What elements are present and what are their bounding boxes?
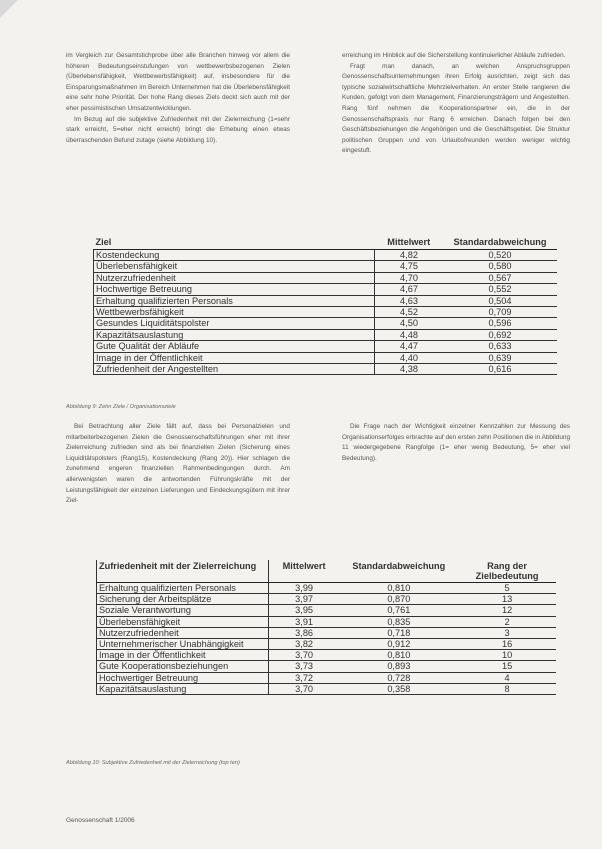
mean-cell: 4,38 — [375, 364, 444, 375]
mean-cell: 3,97 — [268, 594, 339, 605]
header-mean: Mittelwert — [268, 560, 339, 583]
goal-cell: Image in der Öffentlichkeit — [94, 352, 375, 363]
std-cell: 0,810 — [340, 583, 459, 594]
std-cell: 0,761 — [340, 605, 459, 616]
mean-cell: 4,70 — [375, 272, 444, 283]
std-cell: 0,358 — [340, 683, 459, 694]
goal-cell: Gute Qualität der Abläufe — [94, 341, 375, 352]
table-row — [94, 329, 558, 340]
table-row — [97, 683, 557, 694]
table-row — [94, 261, 558, 272]
rank-cell: 13 — [458, 594, 556, 605]
table-row — [97, 639, 557, 650]
table-row — [94, 307, 558, 318]
goal-cell: Hochwertiger Betreuung — [97, 672, 269, 683]
std-cell: 0,728 — [340, 672, 459, 683]
figure-caption: Abbildung 9: Zehn Ziele / Organisationsziele — [66, 404, 176, 410]
rank-cell: 10 — [458, 650, 556, 661]
goal-cell: Sicherung der Arbeitsplätze — [97, 594, 269, 605]
goals-table — [93, 235, 557, 375]
std-cell: 0,596 — [443, 318, 557, 329]
paragraph: Bei Betrachtung aller Ziele fällt auf, dass bei Personalzielen und mitarbeiterbezogenen Zielen die Genossenschaftsführungen eher mit ihrer Zielerreichung zufrieden sind als bei finanziellen Zielen (Sicherung eines Liquiditätspolsters (Rang15), Kostendeckung (Rang 20)). Hier schlagen die zunehmend engeren finanziellen Rahmenbedingungen durch. Am allerwenigsten waren die antwortenden Führungskräfte mit der Leistungsfähigkeit der einzelnen Lieferungen und Eindeckungsgütern mit ihrer Ziel- — [66, 423, 290, 505]
table-row — [97, 616, 557, 627]
mean-cell: 3,95 — [268, 605, 339, 616]
paragraph: Fragt man danach, an welchen Anspruchsgruppen Genossenschaftsunternehmungen ihren Erfolg ausrichten, zeigt sich das typische sozialwirtschaftliche Mehrzielverhalten. An erster Stelle rangieren die Kunden, gefolgt von dem Management, Finanzierungsträgern und Angestellten. Rang fünf nehmen die Kooperationspartner ein, die in der Genossenschaftspraxis nur Rang 6 erreichen. Danach folgen bei den Geschäftsbeziehungen die Angehörigen und die Geschäftsgebiet. Die Struktur politischen Gruppen und von Urlaubsfreunden werden weniger wichtig eingestuft. — [342, 62, 570, 155]
mean-cell: 4,40 — [375, 352, 444, 363]
table-row — [94, 364, 558, 375]
header-mean: Mittelwert — [375, 235, 444, 250]
goal-cell: Kapazitätsauslastung — [94, 329, 375, 340]
mean-cell: 4,50 — [375, 318, 444, 329]
rank-cell: 8 — [458, 683, 556, 694]
mean-cell: 3,72 — [268, 672, 339, 683]
paragraph: Die Frage nach der Wichtigkeit einzelner Kennzahlen zur Messung des Organisationserfolges erbrachte auf den ersten zehn Positionen die in Abbildung 11 wiedergegebene Rangfolge (1= eher wenig Bedeutung, 5= eher viel Bedeutung). — [342, 423, 570, 462]
goal-cell: Hochwertige Betreuung — [94, 284, 375, 295]
std-cell: 0,692 — [443, 329, 557, 340]
rank-cell: 5 — [458, 583, 556, 594]
body-text-mid-left — [66, 422, 290, 507]
figure-caption: Abbildung 10: Subjektive Zufriedenheit mit der Zielerreichung (top ten) — [66, 760, 240, 766]
table-row — [97, 672, 557, 683]
table-row — [97, 661, 557, 672]
table-row — [94, 272, 558, 283]
goal-cell: Kostendeckung — [94, 250, 375, 261]
header-goal: Ziel — [94, 235, 375, 250]
std-cell: 0,893 — [340, 661, 459, 672]
rank-cell: 15 — [458, 661, 556, 672]
mean-cell: 4,67 — [375, 284, 444, 295]
std-cell: 0,520 — [443, 250, 557, 261]
rank-cell: 2 — [458, 616, 556, 627]
page-corner-fold — [0, 0, 18, 18]
mean-cell: 3,73 — [268, 661, 339, 672]
goal-cell: Soziale Verantwortung — [97, 605, 269, 616]
satisfaction-table — [96, 560, 556, 695]
table-row — [97, 605, 557, 616]
mean-cell: 4,75 — [375, 261, 444, 272]
table-row — [94, 250, 558, 261]
std-cell: 0,870 — [340, 594, 459, 605]
body-text-top-left — [66, 51, 290, 146]
goal-cell: Nutzerzufriedenheit — [97, 627, 269, 638]
std-cell: 0,835 — [340, 616, 459, 627]
mean-cell: 4,63 — [375, 295, 444, 306]
goal-cell: Nutzerzufriedenheit — [94, 272, 375, 283]
table-row — [94, 341, 558, 352]
table-row — [94, 352, 558, 363]
goal-cell: Kapazitätsauslastung — [97, 683, 269, 694]
table-row — [94, 318, 558, 329]
table-row — [97, 594, 557, 605]
header-rank: Rang der Zielbedeutung — [458, 560, 556, 583]
goal-cell: Überlebensfähigkeit — [94, 261, 375, 272]
body-text-top-right — [342, 51, 570, 157]
std-cell: 0,912 — [340, 639, 459, 650]
mean-cell: 3,70 — [268, 683, 339, 694]
header-std: Standardabweichung — [443, 235, 557, 250]
table-row — [94, 295, 558, 306]
mean-cell: 3,91 — [268, 616, 339, 627]
table-header-row — [97, 560, 557, 583]
rank-cell: 12 — [458, 605, 556, 616]
page-footer: Genossenschaft 1/2006 — [66, 817, 135, 824]
table-row — [97, 650, 557, 661]
goal-cell: Unternehmerischer Unabhängigkeit — [97, 639, 269, 650]
paragraph: im Vergleich zur Gesamtstichprobe über alle Branchen hinweg vor allem die höheren Bedeutungseinstufungen von wettbewerbsbezogenen Zielen (Überlebensfähigkeit, Wettbewerbsfähigkeit) auf, insbesondere für die Einsparungsmaßnahmen im Bereich Unternehmen hat die Überlebensfähigkeit eine sehr hohe Priorität. Der hohe Rang dieses Ziels deckt sich auch mit der eher pessimistischen Umsatzentwicklungen. — [66, 52, 290, 112]
goal-cell: Zufriedenheit der Angestellten — [94, 364, 375, 375]
std-cell: 0,810 — [340, 650, 459, 661]
std-cell: 0,718 — [340, 627, 459, 638]
table-row — [94, 284, 558, 295]
mean-cell: 3,82 — [268, 639, 339, 650]
table-row — [97, 627, 557, 638]
std-cell: 0,580 — [443, 261, 557, 272]
paragraph: Im Bezug auf die subjektive Zufriedenheit mit der Zielerreichung (1=sehr stark erreicht, 5=eher nicht erreicht) bringt die Erhebung einen etwas überraschenden Befund zutage (siehe Abbildung 10). — [66, 115, 290, 144]
goal-cell: Gute Kooperationsbeziehungen — [97, 661, 269, 672]
mean-cell: 3,86 — [268, 627, 339, 638]
mean-cell: 3,99 — [268, 583, 339, 594]
mean-cell: 4,82 — [375, 250, 444, 261]
table-row — [97, 583, 557, 594]
goal-cell: Image in der Öffentlichkeit — [97, 650, 269, 661]
mean-cell: 4,52 — [375, 307, 444, 318]
mean-cell: 3,70 — [268, 650, 339, 661]
mean-cell: 4,47 — [375, 341, 444, 352]
header-satisfaction: Zufriedenheit mit der Zielerreichung — [97, 560, 269, 583]
rank-cell: 4 — [458, 672, 556, 683]
goal-cell: Überlebensfähigkeit — [97, 616, 269, 627]
paragraph: erreichung im Hinblick auf die Sicherstellung kontinuierlicher Abläufe zufrieden. — [342, 52, 566, 59]
std-cell: 0,552 — [443, 284, 557, 295]
mean-cell: 4,48 — [375, 329, 444, 340]
goal-cell: Erhaltung qualifizierten Personals — [97, 583, 269, 594]
std-cell: 0,639 — [443, 352, 557, 363]
rank-cell: 3 — [458, 627, 556, 638]
std-cell: 0,616 — [443, 364, 557, 375]
body-text-mid-right — [342, 422, 570, 464]
std-cell: 0,633 — [443, 341, 557, 352]
std-cell: 0,504 — [443, 295, 557, 306]
header-std: Standardabweichung — [340, 560, 459, 583]
std-cell: 0,709 — [443, 307, 557, 318]
rank-cell: 16 — [458, 639, 556, 650]
std-cell: 0,567 — [443, 272, 557, 283]
table-header-row — [94, 235, 558, 250]
goal-cell: Gesundes Liquiditätspolster — [94, 318, 375, 329]
goal-cell: Erhaltung qualifizierten Personals — [94, 295, 375, 306]
goal-cell: Wettbewerbsfähigkeit — [94, 307, 375, 318]
